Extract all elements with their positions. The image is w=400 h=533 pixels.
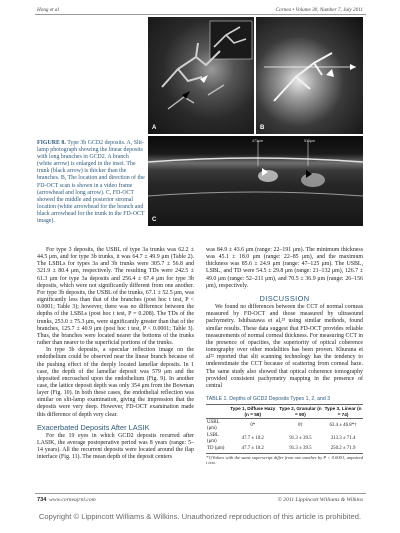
- panel-label-c: C: [152, 217, 157, 223]
- footer-left: [37, 497, 96, 503]
- slit-lamp-photo-graphic: [148, 17, 254, 134]
- figure-panel-c: [148, 136, 363, 226]
- body-column-left: [37, 247, 194, 462]
- table-header-row: [206, 405, 363, 419]
- table-cell: 250.2 ± 71.9: [323, 445, 363, 453]
- table-row: [206, 418, 363, 432]
- paragraph: was 84.9 ± 43.6 μm (range: 22–191 μm). The minimum thickness was 45.1 ± 18.0 μm (range: 22–85 μm), and the maximum thickness was 85.6 ± 24.9 μm (range: 47–125 μm). The USBL, LSBL, and TD were 54.5 ± 29.8 μm (range: 21–132 μm), 126.7 ± 49.0 μm (range: 52–211 μm), and 70.5 ± 36.9 μm (range: 26–156 μm), respectively.: [206, 247, 363, 289]
- table-row: [206, 445, 363, 453]
- figure-caption: [37, 140, 145, 225]
- figure-panel-a: [148, 17, 254, 134]
- header-rule: [35, 14, 366, 15]
- scale-label-1: 471μm: [252, 139, 264, 143]
- table-header-cell: Type 2, Granular (n = 90): [279, 406, 322, 417]
- fd-oct-scan-graphic: [148, 136, 363, 226]
- footer-rule: [35, 493, 366, 494]
- body-column-right: [206, 247, 363, 465]
- copyright-notice: Copyright © Lippincott Williams & Wilkins. Unauthorized reproduction of this article is prohibited.: [38, 512, 362, 521]
- figure-caption-label: FIGURE 8.: [37, 140, 66, 146]
- table-title: TABLE 1. Depths of GCD2 Deposits Types 1, 2, and 3: [206, 395, 331, 402]
- table-cell: USBL (μm): [207, 419, 220, 431]
- footer-copyright: © 2011 Lippincott Williams & Wilkins: [277, 497, 363, 503]
- paragraph: For type 3 deposits, the USBL of type 3a trunks was 62.2 ± 44.5 μm, and for type 3b trunks, it was 64.7 ± 49.9 μm (Table 2). The LSBLs for types 3a and 3b trunks were 305.7 ± 56.8 and 321.9 ± 80.4 μm, respectively. The resulting TDs were 242.5 ± 61.3 μm for type 3a deposits and 256.4 ± 67.4 μm for type 3b deposits, which were not significantly different from one another. For type 3b deposits, the USBL of the trunks, 67.1 ± 52.5 μm, was significantly less than that of the branches (post hoc t test, P < 0.0001; Table 3); however, there was no difference between the depths of the LSBLs (post hoc t test, P = 0.208). The TDs of the trunks, 253.0 ± 75.3 μm, were significantly greater than that of the branches, 125.7 ± 40.9 μm (post hoc t test, P < 0.0001; Table 3). Thus, the branches were located nearer the bottoms of the trunks rather than nearer to the superficial portions of the trunks.: [37, 247, 194, 347]
- table-header-cell: Type 1, Diffuse Hazy (n = 58): [228, 405, 278, 419]
- section-heading-discussion: DISCUSSION: [259, 293, 310, 303]
- table-cell: LSBL (μm): [207, 432, 219, 444]
- table-cell: 91.3 ± 39.5: [289, 435, 312, 441]
- page-number: 734: [37, 497, 47, 503]
- table-header-cell: [206, 405, 228, 419]
- table-cell: 0*: [250, 422, 256, 428]
- table-cell: 313.3 ± 71.4: [330, 435, 356, 441]
- panel-label-b: B: [260, 125, 265, 131]
- running-header-journal: Cornea • Volume 30, Number 7, July 2011: [275, 7, 363, 13]
- section-heading-lasik: Exacerbated Deposits After LASIK: [37, 422, 150, 432]
- figure-panel-b: [256, 17, 363, 134]
- depth-table: [206, 404, 363, 453]
- figure-caption-text: Type 3b GCD2 deposits. A, Slit-lamp photograph showing the linear deposits with long branches in GCD2. A branch (white arrow) is enlarged in the inset. The trunk (black arrow) is thicker than the branches. B, The location and direction of the FD-OCT scan is shown in a video frame (arrowhead and long arrow). C, FD-OCT showed the middle and posterior stromal location (white arrowhead for the branch and black arrowhead for the trunk in the FD-OCT image).: [37, 140, 145, 225]
- scale-label-2: 513μm: [304, 139, 316, 143]
- paragraph: For the 19 eyes in which GCD2 deposits recurred after LASIK, the average postoperative period was 8 years (range: 5–14 years). All the recurrent deposits were located around the flap interface (Fig. 11). The mean depth of the deposit centers: [37, 432, 194, 461]
- panel-label-a: A: [152, 125, 157, 131]
- table-cell: 47.7 ± 10.2: [228, 445, 278, 453]
- table-cell: 47.7 ± 10.2: [241, 435, 264, 441]
- table-cell: 0†: [297, 422, 303, 428]
- table-cell: TD (μm): [206, 445, 228, 453]
- paragraph: We found no differences between the CCT of normal corneas measured by FD-OCT and those measured by ultrasound pachymetry. Ishibazawa et al,²³ using similar methods, found similar results. These data suggest that FD-OCT provides reliable measurements of normal corneal thickness. For measuring CCT in the presence of opacities, the superiority of optical coherence tomography over other modalities has been proven. Khurana et al²² reported that slit scanning technology has the tendency to underestimate the CCT because of scattering from corneal haze. The same study also showed that optical coherence tomography provided consistent pachymetry mapping in the presence of central: [206, 304, 363, 389]
- table-header-cell: Type 3, Linear (n = 74): [324, 406, 362, 417]
- table-cell: 91.3 ± 39.5: [278, 445, 323, 453]
- running-header-authors: Hong et al: [37, 7, 59, 13]
- table-footnote: *†(Values with the same superscript differ from one another by P < 0.0001, unpaired t test.: [206, 454, 363, 465]
- table-row: [206, 432, 363, 445]
- table-cell: 63.4 ± 46.8*†: [329, 422, 357, 428]
- paragraph: In type 3b deposits, a specular reflection image on the endothelium could be observed near the linear branch because of the pushing effect of the deeply located lamellar deposits. In 1 case, the depth of the lamellar deposit was 579 μm and the deposited encroached upon the endothelium (Fig. 9). In another case, the lattice deposit depth was only 354 μm from the Bowman layer (Fig. 10). In both these cases, the endothelial reflection was similar on slit-lamp examination, giving the impression that the deposits were very deep. However, FD-OCT examination made this difference of depth very clear.: [37, 347, 194, 418]
- video-frame-graphic: [256, 17, 363, 134]
- journal-url[interactable]: www.corneajrnl.com: [49, 497, 96, 503]
